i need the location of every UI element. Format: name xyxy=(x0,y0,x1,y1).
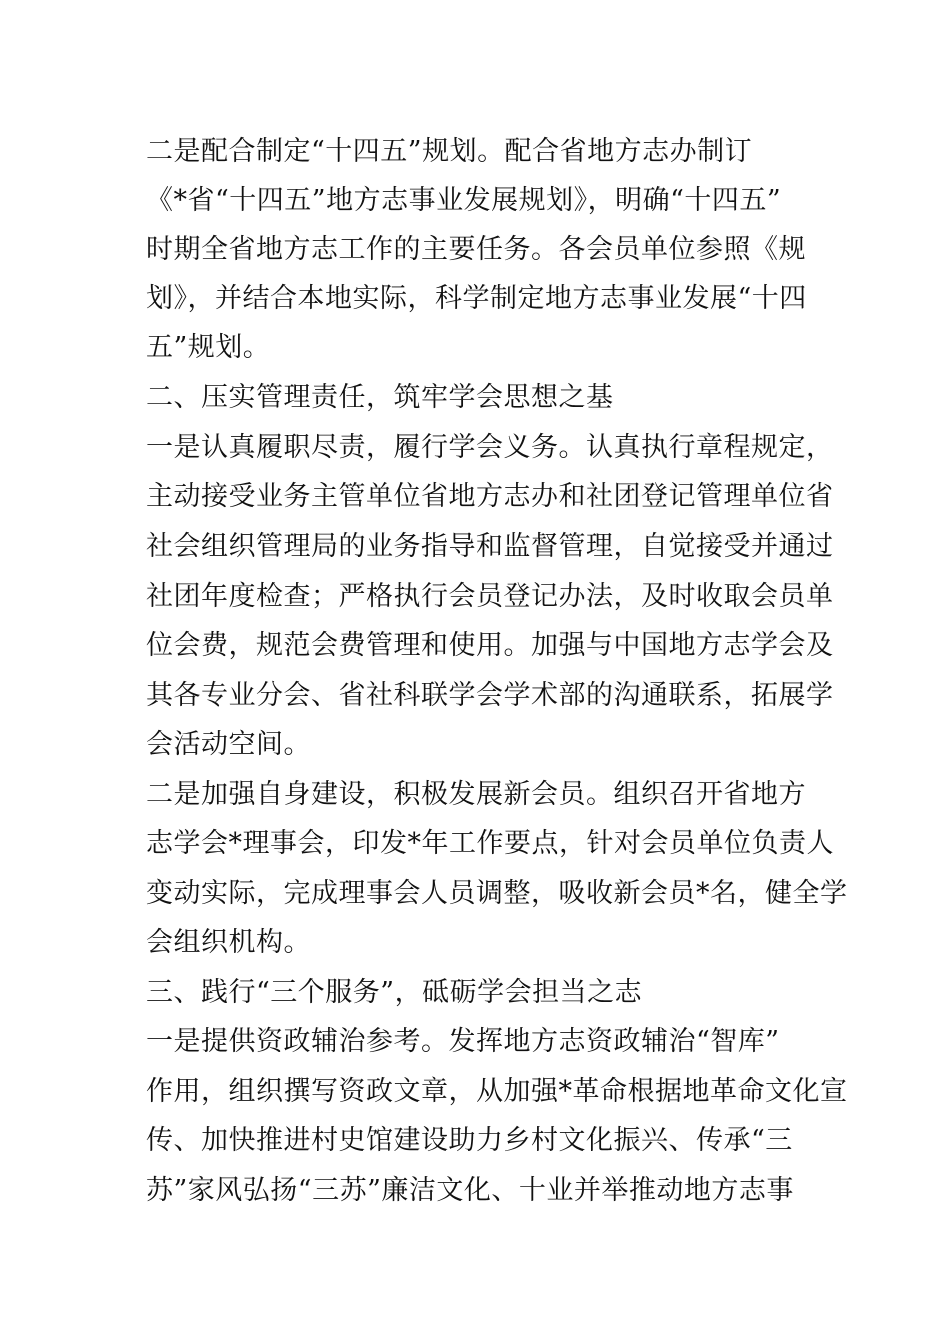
text-line: 会活动空间。 xyxy=(146,729,311,760)
text-line: 苏”家风弘扬“三苏”廉洁文化、十业并举推动地方志事 xyxy=(146,1175,794,1206)
text-line: 会组织机构。 xyxy=(146,927,311,958)
text-line: 变动实际，完成理事会人员调整，吸收新会员*名，健全学 xyxy=(146,878,848,909)
text-line: 社会组织管理局的业务指导和监督管理，自觉接受并通过 xyxy=(146,531,834,562)
text-line: 位会费，规范会费管理和使用。加强与中国地方志学会及 xyxy=(146,630,834,661)
section-heading: 二、压实管理责任，筑牢学会思想之基 xyxy=(146,382,614,413)
text-line: 五”规划。 xyxy=(146,332,271,363)
text-line: 《*省“十四五”地方志事业发展规划》，明确“十四五” xyxy=(146,185,782,216)
text-line: 一是认真履职尽责，履行学会义务。认真执行章程规定， xyxy=(146,432,834,463)
text-line: 时期全省地方志工作的主要任务。各会员单位参照《规 xyxy=(146,234,806,265)
text-line: 作用，组织撰写资政文章，从加强*革命根据地革命文化宣 xyxy=(146,1076,848,1107)
text-line: 二是配合制定“十四五”规划。配合省地方志办制订 xyxy=(146,136,753,167)
text-line: 主动接受业务主管单位省地方志办和社团登记管理单位省 xyxy=(146,481,834,512)
section-heading: 三、践行“三个服务”，砥砺学会担当之志 xyxy=(146,977,643,1008)
text-line: 划》，并结合本地实际，科学制定地方志事业发展“十四 xyxy=(146,283,807,314)
text-line: 社团年度检查；严格执行会员登记办法，及时收取会员单 xyxy=(146,581,834,612)
text-line: 其各专业分会、省社科联学会学术部的沟通联系，拓展学 xyxy=(146,680,834,711)
text-line: 传、加快推进村史馆建设助力乡村文化振兴、传承“三 xyxy=(146,1125,793,1156)
text-line: 二是加强自身建设，积极发展新会员。组织召开省地方 xyxy=(146,779,806,810)
text-line: 志学会*理事会，印发*年工作要点，针对会员单位负责人 xyxy=(146,828,834,859)
text-line: 一是提供资政辅治参考。发挥地方志资政辅治“智库” xyxy=(146,1026,780,1057)
